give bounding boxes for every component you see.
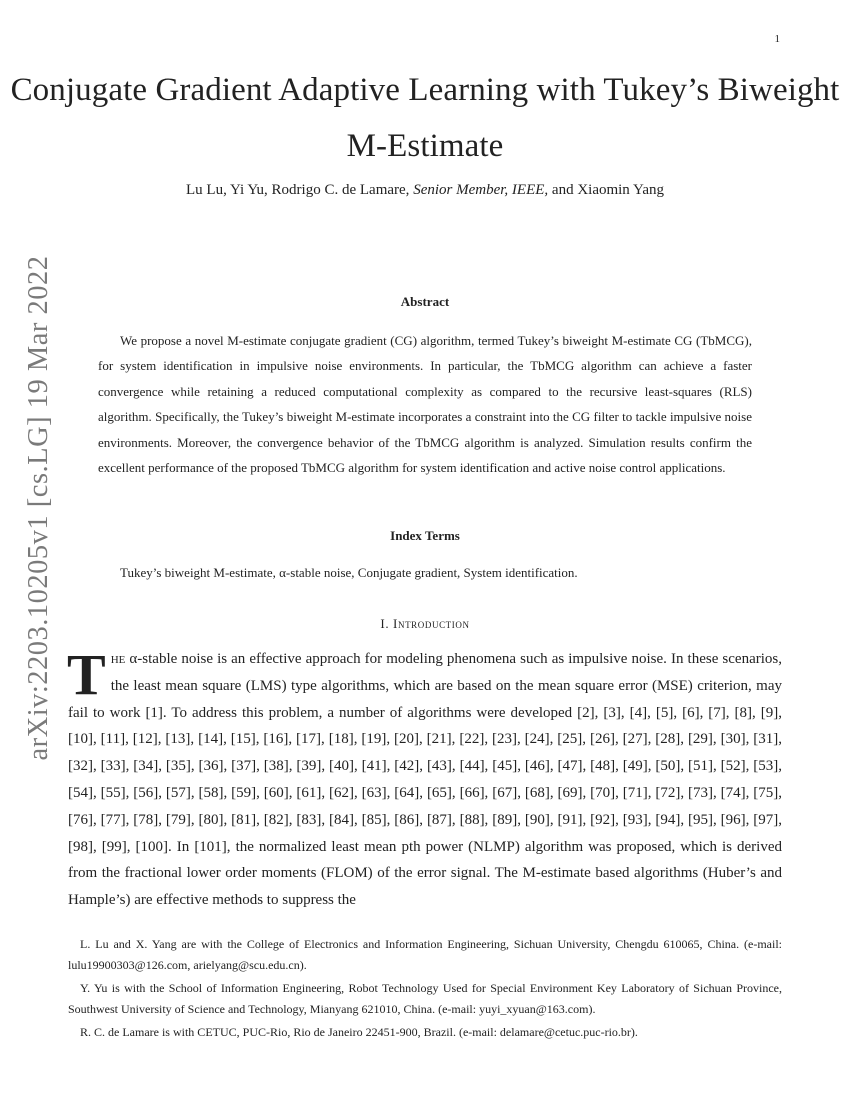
footnote-affiliation-yu: Y. Yu is with the School of Information Engineering, Robot Technology Used for Special Environment Key Laboratory of Sichuan Province, Southwest University of Science and Technology, Mianyang 621010, China. (e-mail: yuyi_xyuan@163.com). — [68, 981, 782, 1016]
author-membership: Senior Member, IEEE, — [413, 182, 549, 198]
author-footnotes — [68, 934, 782, 1046]
arxiv-identifier-stamp: arXiv:2203.10205v1 [cs.LG] 19 Mar 2022 — [23, 255, 54, 761]
page-number: 1 — [774, 33, 780, 45]
intro-body-text: α-stable noise is an effective approach for modeling phenomena such as impulsive noise. In these scenarios, the least mean square (LMS) type algorithms, which are based on the mean square error (MSE) criterion, may fail to work [1]. To address this problem, a number of algorithms were developed [2], [3], [4], [5], [6], [7], [8], [9], [10], [11], [12], [13], [14], [15], [16], [17], [18], [19], [20], [21], [22], [23], [24], [25], [26], [27], [28], [29], [30], [31], [32], [33], [34], [35], [36], [37], [38], [39], [40], [41], [42], [43], [44], [45], [46], [47], [48], [49], [50], [51], [52], [53], [54], [55], [56], [57], [58], [59], [60], [61], [62], [63], [64], [65], [66], [67], [68], [69], [70], [71], [72], [73], [74], [75], [76], [77], [78], [79], [80], [81], [82], [83], [84], [85], [86], [87], [88], [89], [90], [91], [92], [93], [94], [95], [96], [97], [98], [99], [100]. In [101], the normalized least mean pth power (NLMP) algorithm was proposed, which is derived from the fractional lower order moments (FLOM) of the error signal. The M-estimate based algorithms (Huber’s and Hample’s) are effective methods to suppress the — [68, 651, 782, 909]
abstract-body: We propose a novel M-estimate conjugate gradient (CG) algorithm, termed Tukey’s biweight M-estimate CG (TbMCG), for system identification in impulsive noise environments. In particular, the TbMCG algorithm can achieve a faster convergence while retaining a reduced computational complexity as compared to the recursive least-squares (RLS) algorithm. Specifically, the Tukey’s biweight M-estimate incorporates a constraint into the CG filter to tackle impulsive noise environments. Moreover, the convergence behavior of the TbMCG algorithm is analyzed. Simulation results confirm the excellent performance of the proposed TbMCG algorithm for system identification and active noise control applications. — [98, 333, 752, 476]
index-terms-body: Tukey’s biweight M-estimate, α-stable noise, Conjugate gradient, System identification. — [120, 565, 578, 580]
intro-lead-word: he — [110, 651, 126, 667]
footnote-affiliation-de-lamare: R. C. de Lamare is with CETUC, PUC-Rio, Rio de Janeiro 22451-900, Brazil. (e-mail: delamare@cetuc.puc-rio.br). — [80, 1025, 638, 1039]
drop-cap-letter: T — [67, 642, 106, 707]
author-last: and Xiaomin Yang — [548, 182, 664, 198]
section-heading-introduction: I. Introduction — [380, 616, 470, 631]
abstract-heading: Abstract — [400, 294, 450, 309]
author-line — [0, 182, 850, 199]
introduction-paragraph — [67, 642, 782, 914]
paper-title: Conjugate Gradient Adaptive Learning with Tukey’s Biweight M-Estimate — [10, 72, 840, 164]
index-terms-heading: Index Terms — [390, 528, 460, 543]
footnote-affiliation-lu-yang: L. Lu and X. Yang are with the College of Electronics and Information Engineering, Sichuan University, Chengdu 610065, China. (e-mail: lulu19900303@126.com, arielyang@scu.edu.cn). — [68, 937, 782, 972]
author-names: Lu Lu, Yi Yu, Rodrigo C. de Lamare, — [186, 182, 414, 198]
